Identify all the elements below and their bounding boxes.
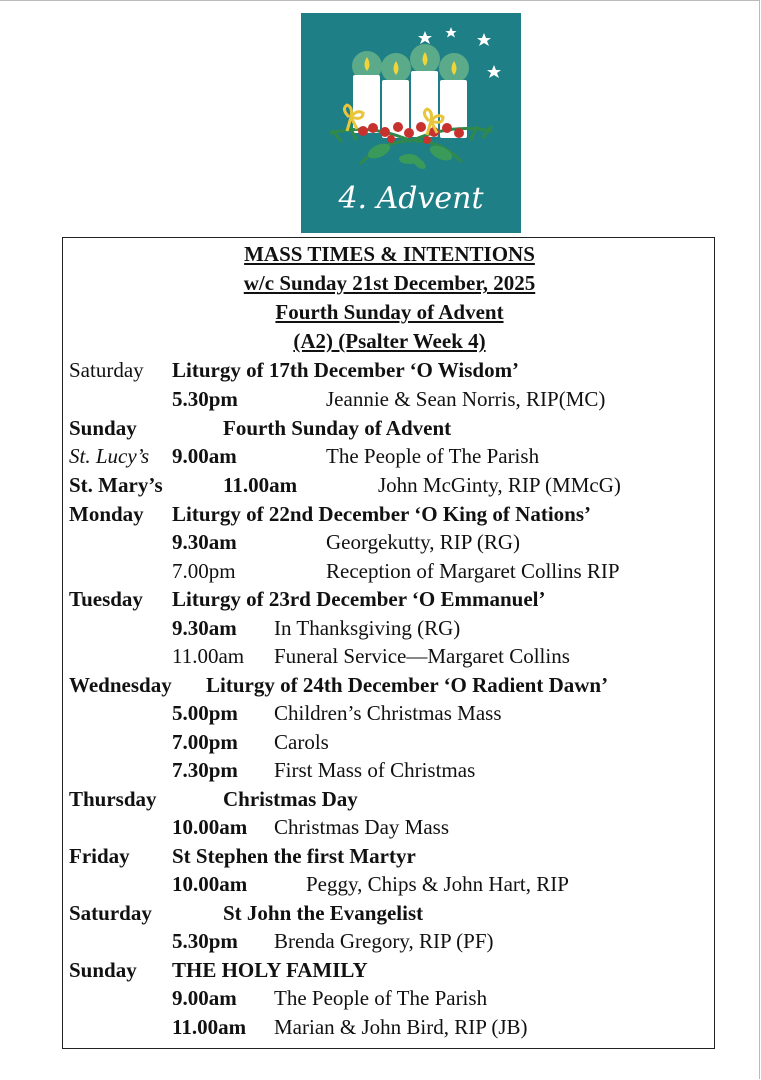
mass-time: 5.30pm [172,929,238,953]
heading-week: w/c Sunday 21st December, 2025 [243,271,536,295]
heading-title: MASS TIMES & INTENTIONS [244,242,535,266]
day-label: Saturday [69,358,144,382]
mass-intention: Funeral Service—Margaret Collins [274,644,570,668]
mass-time: 10.00am [172,872,248,896]
day-label: Monday [69,502,144,526]
church-name: St. Lucy’s [69,444,150,468]
mass-intention: First Mass of Christmas [274,758,476,782]
liturgy-title: Christmas Day [223,787,358,811]
image-caption: 4. Advent [338,181,484,216]
day-label: Sunday [69,416,137,440]
mass-time: 7.00pm [172,730,238,754]
liturgy-title: Liturgy of 17th December ‘O Wisdom’ [172,358,520,382]
mass-time: 11.00am [172,644,245,668]
church-name: St. Mary’s [69,473,163,497]
mass-intention: The People of The Parish [274,986,488,1010]
liturgy-title: THE HOLY FAMILY [172,958,368,982]
mass-intention: John McGinty, RIP (MMcG) [378,473,621,497]
mass-intention: Brenda Gregory, RIP (PF) [274,929,494,953]
day-label: Saturday [69,901,152,925]
mass-time: 7.00pm [172,559,236,583]
mass-intention: Children’s Christmas Mass [274,701,502,725]
mass-time: 10.00am [172,815,248,839]
liturgy-title: Liturgy of 24th December ‘O Radient Dawn’ [206,673,609,697]
mass-times-box [62,237,715,1049]
mass-intention: Marian & John Bird, RIP (JB) [274,1015,528,1039]
heading-sunday-name: Fourth Sunday of Advent [275,300,504,324]
mass-time: 5.30pm [172,387,238,411]
day-label: Friday [69,844,130,868]
mass-time: 9.30am [172,530,237,554]
mass-intention: Georgekutty, RIP (RG) [326,530,521,554]
mass-intention: Carols [274,730,329,754]
mass-intention: Christmas Day Mass [274,815,449,839]
mass-time: 5.00pm [172,701,238,725]
liturgy-title: St John the Evangelist [223,901,424,925]
mass-time: 11.00am [172,1015,247,1039]
day-label: Tuesday [69,587,143,611]
mass-time: 7.30pm [172,758,238,782]
mass-intention: In Thanksgiving (RG) [274,616,461,640]
mass-time: 9.30am [172,616,237,640]
day-label: Thursday [69,787,157,811]
advent-candles-image [301,13,521,233]
heading-psalter: (A2) (Psalter Week 4) [293,329,486,353]
mass-intention: Reception of Margaret Collins RIP [326,559,620,583]
liturgy-title: St Stephen the first Martyr [172,844,416,868]
day-label: Wednesday [69,673,172,697]
mass-time: 9.00am [172,986,237,1010]
mass-intention: Peggy, Chips & John Hart, RIP [306,872,569,896]
mass-intention: The People of The Parish [326,444,540,468]
liturgy-title: Liturgy of 22nd December ‘O King of Nations’ [172,502,592,526]
day-label: Sunday [69,958,137,982]
mass-intention: Jeannie & Sean Norris, RIP(MC) [326,387,606,411]
liturgy-title: Liturgy of 23rd December ‘O Emmanuel’ [172,587,546,611]
mass-time: 9.00am [172,444,237,468]
mass-time: 11.00am [223,473,298,497]
liturgy-title: Fourth Sunday of Advent [223,416,452,440]
